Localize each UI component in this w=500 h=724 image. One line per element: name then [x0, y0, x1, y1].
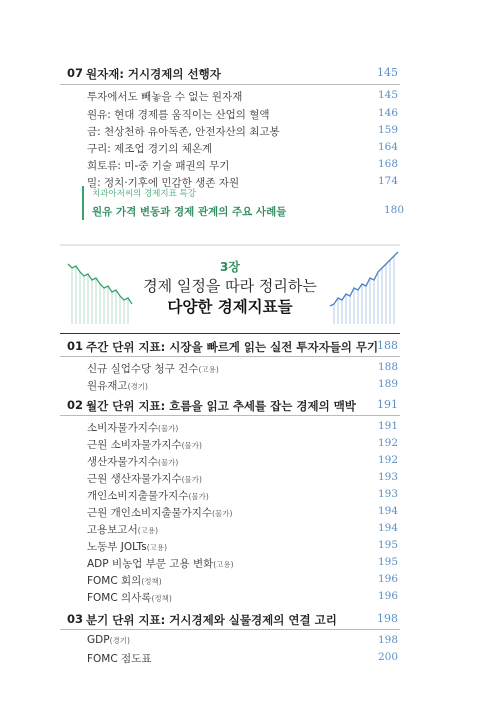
- entry-category: (물가): [188, 492, 209, 501]
- toc-entry: [0, 556, 500, 574]
- entry-title: 신규 실업수당 청구 건수(고용): [87, 363, 219, 375]
- entry-title: ADP 비농업 부문 고용 변화(고용): [87, 558, 234, 570]
- section-divider: [60, 629, 400, 630]
- toc-entry: [0, 634, 500, 652]
- entry-title: 소비자물가지수(물가): [87, 422, 179, 434]
- entry-title: FOMC 의사록(정책): [87, 592, 172, 604]
- entry-title: 개인소비지출물가지수(물가): [87, 490, 209, 502]
- chapter-title-line2: 다양한 경제지표들: [167, 298, 293, 316]
- entry-category: (고용): [146, 543, 168, 552]
- toc-entry: [0, 141, 500, 159]
- section-title: 월간 단위 지표: 흐름을 읽고 추세를 잡는 경제의 맥박: [86, 399, 356, 413]
- section-divider: [60, 415, 400, 416]
- section-02-heading: [0, 398, 500, 416]
- page-number: 164: [377, 141, 398, 153]
- entry-title: 원유재고(경기): [87, 380, 148, 392]
- entry-title: 금: 천상천하 유아독존, 안전자산의 최고봉: [87, 126, 280, 138]
- entry-category: (정책): [151, 594, 172, 603]
- entry-title: 근원 생산자물가지수(물가): [87, 473, 202, 485]
- section-number: 01: [67, 339, 84, 353]
- section-03-heading: [0, 612, 500, 630]
- page-number: 146: [377, 107, 398, 119]
- toc-entry: [0, 420, 500, 438]
- section-title: 주간 단위 지표: 시장을 빠르게 읽는 실전 투자자들의 무기: [86, 340, 379, 354]
- page-number: 174: [377, 175, 398, 187]
- section-01-heading: [0, 339, 500, 357]
- section-title: 원자재: 거시경제의 선행자: [86, 67, 221, 81]
- entry-title: 근원 개인소비지출물가지수(물가): [87, 507, 233, 519]
- entry-title: 밀: 정치·기후에 민감한 생존 자원: [87, 177, 240, 189]
- entry-category: (물가): [181, 475, 202, 484]
- toc-entry: [0, 573, 500, 591]
- section-divider: [60, 356, 400, 357]
- page-number: 180: [383, 204, 404, 216]
- entry-title: 희토류: 미-중 기술 패권의 무기: [87, 160, 230, 172]
- special-lecture-label: 치과아저씨의 경제지표 특강: [92, 189, 196, 199]
- page-number: 195: [377, 539, 398, 551]
- section-title: 분기 단위 지표: 거시경제와 실물경제의 연결 고리: [86, 613, 337, 627]
- toc-entry: [0, 539, 500, 557]
- toc-entry: [0, 454, 500, 472]
- page-number: 200: [377, 651, 398, 663]
- page-number: 145: [377, 89, 398, 101]
- toc-entry: [0, 158, 500, 176]
- section-divider: [60, 84, 400, 85]
- entry-category: (고용): [137, 526, 159, 535]
- entry-title: 근원 소비자물가지수(물가): [87, 439, 202, 451]
- toc-entry: [0, 505, 500, 523]
- entry-category: (경기): [109, 636, 130, 645]
- toc-entry: [0, 361, 500, 379]
- page-number: 198: [377, 612, 398, 625]
- toc-entry: [0, 437, 500, 455]
- toc-entry: [0, 590, 500, 608]
- entry-title: 원유: 현대 경제를 움직이는 산업의 혈액: [87, 109, 270, 121]
- page-number: 168: [377, 158, 398, 170]
- page-number: 198: [377, 634, 398, 646]
- special-lecture-title: 원유 가격 변동과 경제 관계의 주요 사례들: [92, 206, 287, 218]
- page-number: 188: [377, 339, 398, 352]
- page-number: 191: [377, 420, 398, 432]
- page-number: 159: [377, 124, 398, 136]
- toc-entry: [0, 107, 500, 125]
- entry-category: (정책): [141, 577, 162, 586]
- chapter-number: 3장: [220, 260, 240, 274]
- toc-entry: [0, 488, 500, 506]
- page-number: 189: [377, 378, 398, 390]
- page-number: 191: [377, 398, 398, 411]
- toc-entry: [0, 89, 500, 107]
- page-number: 192: [377, 437, 398, 449]
- entry-category: (물가): [158, 458, 179, 467]
- chapter-title-line1: 경제 일정을 따라 정리하는: [143, 277, 317, 295]
- page-number: 194: [377, 522, 398, 534]
- toc-entry: [0, 522, 500, 540]
- page-number: 145: [377, 66, 398, 79]
- page-number: 194: [377, 505, 398, 517]
- entry-title: 생산자물가지수(물가): [87, 456, 179, 468]
- entry-category: (고용): [198, 365, 219, 374]
- page-number: 196: [377, 590, 398, 602]
- entry-title: 고용보고서(고용): [87, 524, 159, 536]
- chapter-divider: [60, 333, 400, 334]
- page-number: 193: [377, 488, 398, 500]
- entry-title: 구리: 제조업 경기의 체온계: [87, 143, 213, 155]
- page-number: 196: [377, 573, 398, 585]
- toc-entry: [0, 378, 500, 396]
- page-number: 188: [377, 361, 398, 373]
- page-number: 193: [377, 471, 398, 483]
- page-number: 195: [377, 556, 398, 568]
- special-lecture-box: [82, 186, 404, 220]
- entry-category: (물가): [181, 441, 202, 450]
- toc-entry: [0, 124, 500, 142]
- entry-title: FOMC 회의(정책): [87, 575, 162, 587]
- entry-title: 노동부 JOLTs(고용): [87, 541, 168, 553]
- entry-category: (물가): [158, 424, 179, 433]
- entry-title: 투자에서도 빼놓을 수 없는 원자재: [87, 91, 243, 103]
- entry-title: FOMC 점도표: [87, 653, 152, 665]
- entry-category: (물가): [212, 509, 233, 518]
- section-number: 07: [67, 66, 84, 80]
- entry-category: (고용): [213, 560, 234, 569]
- section-number: 02: [67, 398, 84, 412]
- entry-category: (경기): [127, 382, 148, 391]
- section-number: 03: [67, 612, 84, 626]
- chapter-banner: [60, 238, 400, 324]
- entry-title: GDP(경기): [87, 634, 130, 646]
- toc-entry: [0, 471, 500, 489]
- toc-entry: [0, 651, 500, 669]
- page-number: 192: [377, 454, 398, 466]
- section-07-heading: [0, 66, 500, 84]
